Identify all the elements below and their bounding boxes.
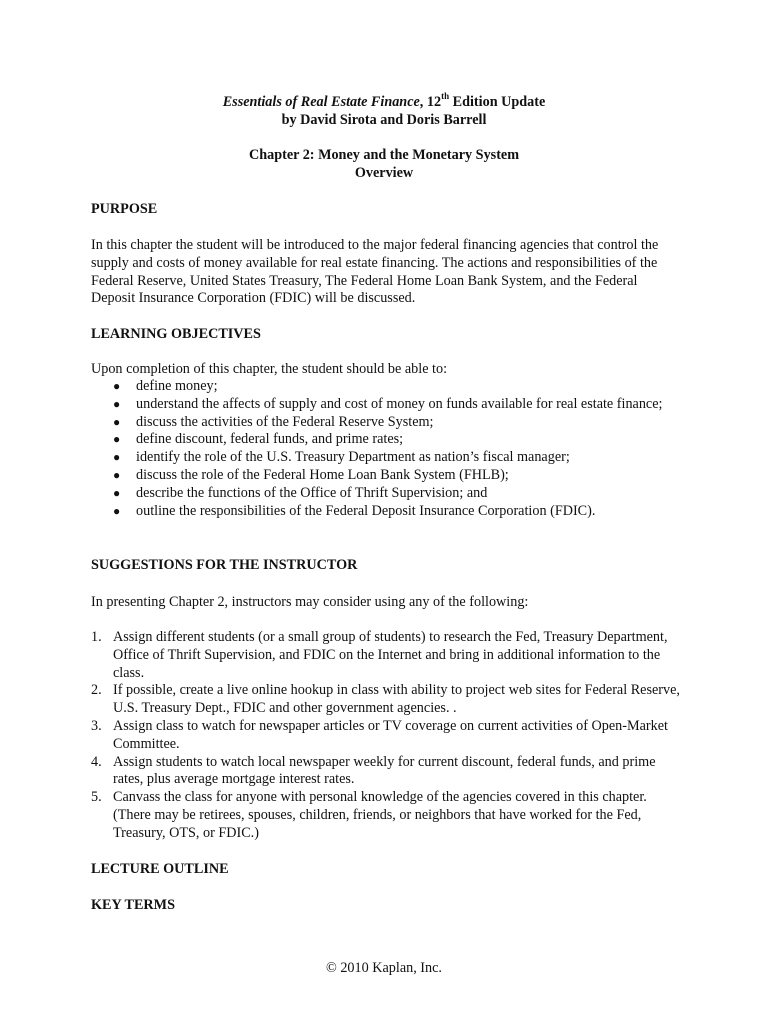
objective-text: understand the affects of supply and cost of money on funds available for real estate finance; [136, 395, 663, 412]
suggestion-text: If possible, create a live online hookup in class with ability to project web sites for Federal Reserve, U.S. Treasury Dept., FDIC and other government agencies. . [113, 682, 680, 717]
suggestions-list [91, 629, 681, 843]
bullet-icon: ● [113, 485, 121, 500]
list-item [91, 718, 681, 754]
list-item [91, 629, 681, 682]
copyright-footer: © 2010 Kaplan, Inc. [326, 960, 442, 976]
bullet-icon: ● [113, 432, 121, 447]
objective-text: describe the functions of the Office of Thrift Supervision; and [136, 484, 488, 501]
objective-text: outline the responsibilities of the Federal Deposit Insurance Corporation (FDIC). [136, 502, 596, 519]
objective-text: identify the role of the U.S. Treasury Department as nation’s fiscal manager; [136, 449, 570, 466]
objective-text: discuss the activities of the Federal Reserve System; [136, 413, 434, 430]
purpose-paragraph: In this chapter the student will be introduced to the major federal financing agencies that control the supply and costs of money available for real estate financing. The actions and responsibilities of the Federal Reserve, United States Treasury, The Federal Home Loan Bank System, and the Federal Deposit Insurance Corporation (FDIC) will be discussed. [91, 237, 659, 307]
edition-superscript: th [441, 91, 450, 102]
list-item [91, 449, 681, 467]
title-edition-label: Edition Update [449, 94, 546, 110]
bullet-icon: ● [113, 503, 121, 518]
key-terms-heading: KEY TERMS [91, 897, 175, 913]
list-item [91, 414, 681, 432]
book-title: Essentials of Real Estate Finance [222, 94, 420, 110]
book-title-line [0, 91, 768, 112]
title-edition-number: , 12 [419, 94, 442, 110]
suggestion-text: Assign different students (or a small group of students) to research the Fed, Treasury Department, Office of Thrift Supervision, and FDIC on the Internet and bring in additional information to the class. [113, 629, 668, 681]
learning-objectives-heading: LEARNING OBJECTIVES [91, 326, 261, 342]
item-number: 1. [91, 629, 102, 645]
lecture-outline-heading: LECTURE OUTLINE [91, 861, 229, 877]
purpose-heading: PURPOSE [91, 201, 158, 217]
item-number: 4. [91, 753, 102, 770]
list-item [91, 467, 681, 485]
list-item [91, 682, 681, 718]
list-item [91, 378, 681, 396]
list-item [91, 485, 681, 503]
suggestion-text: Canvass the class for anyone with personal knowledge of the agencies covered in this chapter. (There may be retirees, spouses, children, friends, or neighbors that have worked for the Fed, Treasury, OTS, or FDIC.) [113, 789, 647, 841]
chapter-title: Chapter 2: Money and the Monetary System [248, 147, 520, 163]
objectives-intro: Upon completion of this chapter, the student should be able to: [91, 361, 448, 377]
bullet-icon: ● [113, 396, 121, 411]
item-number: 5. [91, 789, 102, 806]
bullet-icon: ● [113, 467, 121, 482]
bullet-icon: ● [113, 450, 121, 465]
bullet-icon: ● [113, 414, 121, 429]
suggestions-heading: SUGGESTIONS FOR THE INSTRUCTOR [91, 557, 358, 573]
suggestions-intro: In presenting Chapter 2, instructors may consider using any of the following: [91, 594, 529, 610]
list-item [91, 431, 681, 449]
objective-text: define money; [136, 378, 218, 394]
suggestion-text: Assign class to watch for newspaper articles or TV coverage on current activities of Open-Market Committee. [113, 717, 668, 752]
list-item [91, 396, 681, 414]
bullet-icon: ● [113, 379, 121, 393]
item-number: 2. [91, 682, 102, 699]
objectives-list [91, 378, 681, 520]
list-item [91, 754, 681, 790]
list-item [91, 789, 681, 842]
authors-line: by David Sirota and Doris Barrell [281, 112, 487, 128]
item-number: 3. [91, 717, 102, 734]
overview-label: Overview [354, 165, 414, 181]
suggestion-text: Assign students to watch local newspaper weekly for current discount, federal funds, and prime rates, plus average mortgage interest rates. [113, 753, 656, 788]
list-item [91, 503, 681, 521]
objective-text: discuss the role of the Federal Home Loan Bank System (FHLB); [136, 466, 509, 483]
objective-text: define discount, federal funds, and prime rates; [136, 431, 404, 448]
